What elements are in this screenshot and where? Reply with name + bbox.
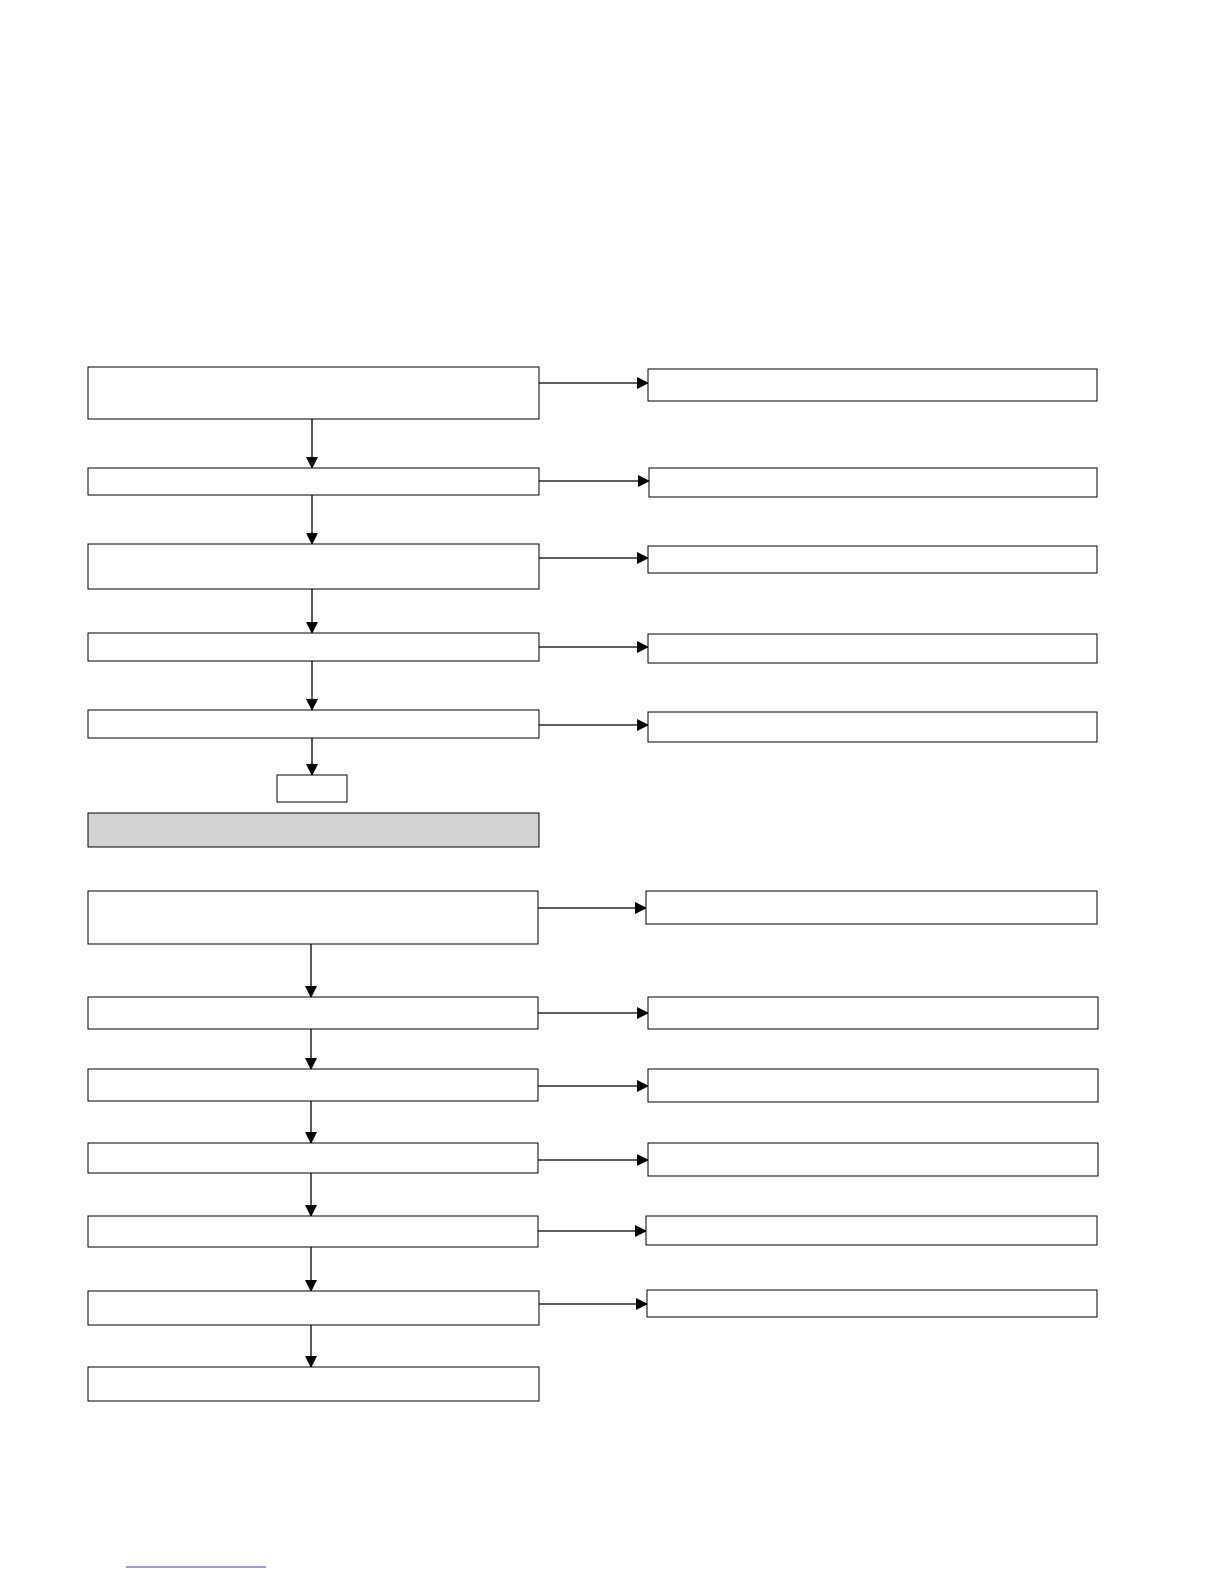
s1-outcome-5-label [648,712,1097,742]
s2-outcome-2-label [648,997,1098,1029]
s2-outcome-5-label [646,1216,1097,1245]
s1-outcome-1-label [648,369,1097,401]
s1-outcome-4-label [648,634,1097,663]
s2-step-5-label [88,1216,538,1247]
s2-step-3-label [88,1069,538,1101]
s2-step-1-label [88,891,538,944]
s2-outcome-4-label [648,1143,1098,1176]
s2-outcome-6-label [647,1290,1097,1317]
s1-step-4-label [88,633,539,661]
s1-terminal-label [277,775,347,802]
s1-step-1-label [88,367,539,419]
s2-step-2-label [88,997,538,1029]
s1-step-3-label [88,544,539,589]
s1-outcome-3-label [648,546,1097,573]
s2-outcome-1-label [646,891,1097,924]
s1-step-2-label [88,468,539,495]
s2-step-7-label [88,1367,539,1401]
s1-step-5-label [88,710,539,738]
s2-step-4-label [88,1143,538,1173]
s2-step-6-label [88,1291,539,1325]
s2-outcome-3-label [648,1069,1098,1102]
section-2-header-label [88,813,539,847]
s1-outcome-2-label [649,468,1097,497]
